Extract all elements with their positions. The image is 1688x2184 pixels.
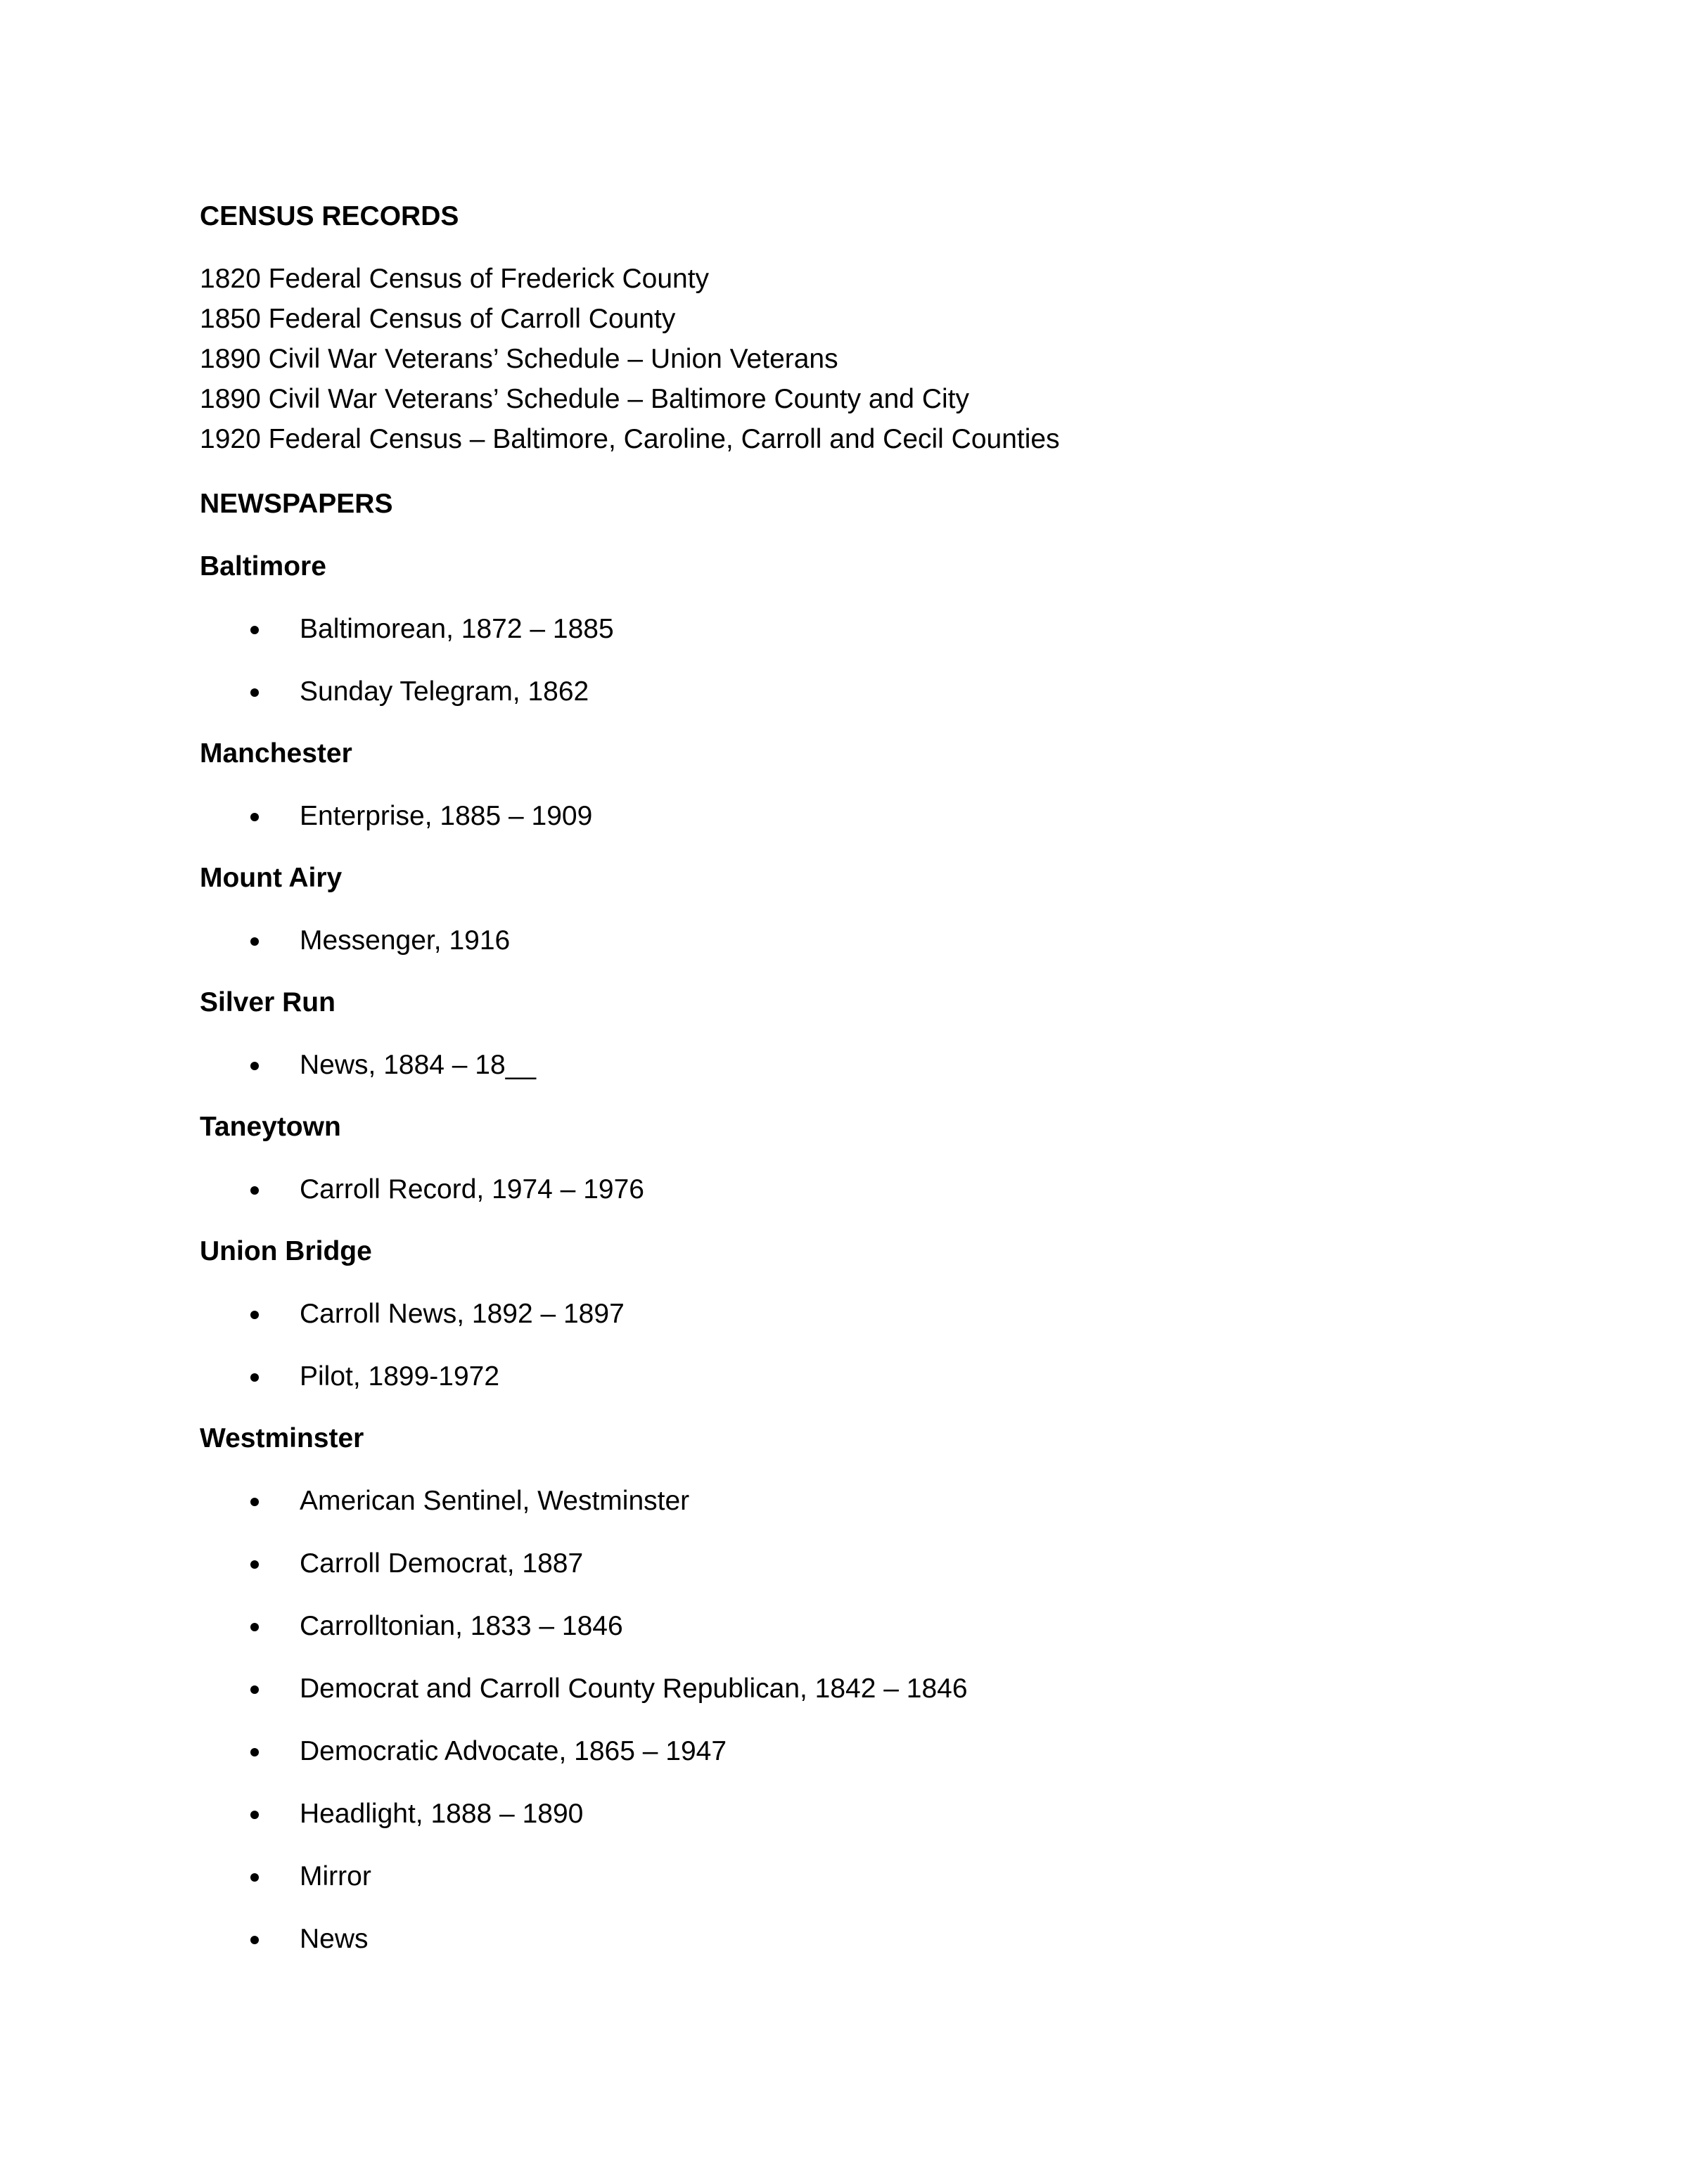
newspaper-list: [200, 1173, 1488, 1207]
bullet-icon: [250, 1560, 259, 1569]
newspaper-item: [200, 612, 1488, 646]
town-section-baltimore: [200, 550, 1488, 709]
newspaper-list: [200, 1484, 1488, 1956]
census-record-item: 1850 Federal Census of Carroll County: [200, 304, 676, 334]
newspaper-label: Carroll Record, 1974 – 1976: [300, 1174, 644, 1205]
census-record-item: 1890 Civil War Veterans’ Schedule – Baltimore County and City: [200, 384, 969, 414]
bullet-icon: [250, 1623, 259, 1631]
newspaper-item: [200, 1360, 1488, 1394]
town-name: Baltimore: [200, 551, 326, 582]
census-record-item: 1890 Civil War Veterans’ Schedule – Union Veterans: [200, 344, 838, 374]
newspaper-label: Democrat and Carroll County Republican, 1842 – 1846: [300, 1674, 968, 1704]
bullet-icon: [250, 813, 259, 821]
census-records-list: [200, 259, 1488, 459]
town-section-silver-run: [200, 986, 1488, 1082]
bullet-icon: [250, 1311, 259, 1319]
newspaper-item: [200, 1860, 1488, 1894]
bullet-icon: [250, 1373, 259, 1382]
newspaper-item: [200, 675, 1488, 709]
census-records-heading: CENSUS RECORDS: [200, 201, 459, 231]
bullet-icon: [250, 1685, 259, 1694]
newspaper-item: [200, 1484, 1488, 1518]
bullet-icon: [250, 1498, 259, 1506]
newspaper-label: Pilot, 1899-1972: [300, 1361, 500, 1392]
bullet-icon: [250, 688, 259, 697]
newspaper-item: [200, 1672, 1488, 1706]
newspaper-list: [200, 924, 1488, 958]
bullet-icon: [250, 1186, 259, 1195]
town-name: Mount Airy: [200, 863, 343, 893]
bullet-icon: [250, 937, 259, 946]
newspaper-item: [200, 1797, 1488, 1831]
newspaper-label: News, 1884 – 18__: [300, 1050, 537, 1080]
town-name: Taneytown: [200, 1112, 341, 1142]
newspaper-label: Headlight, 1888 – 1890: [300, 1799, 584, 1829]
bullet-icon: [250, 1873, 259, 1882]
document-page: [200, 200, 1488, 1984]
newspaper-label: Carrolltonian, 1833 – 1846: [300, 1611, 623, 1641]
newspaper-label: Messenger, 1916: [300, 925, 511, 956]
newspaper-list: [200, 799, 1488, 833]
newspaper-item: [200, 1735, 1488, 1768]
town-name: Westminster: [200, 1423, 364, 1453]
bullet-icon: [250, 1062, 259, 1070]
newspaper-item: [200, 799, 1488, 833]
census-record-item: 1820 Federal Census of Frederick County: [200, 264, 710, 294]
bullet-icon: [250, 626, 259, 634]
newspaper-list: [200, 1297, 1488, 1394]
town-name: Union Bridge: [200, 1236, 372, 1266]
newspaper-label: Carroll News, 1892 – 1897: [300, 1299, 625, 1329]
town-section-union-bridge: [200, 1235, 1488, 1394]
newspaper-list: [200, 612, 1488, 709]
town-section-mount-airy: [200, 861, 1488, 958]
newspaper-item: [200, 1922, 1488, 1956]
town-name: Manchester: [200, 738, 352, 769]
newspaper-label: Democratic Advocate, 1865 – 1947: [300, 1736, 727, 1766]
town-section-westminster: [200, 1422, 1488, 1956]
newspaper-item: [200, 1547, 1488, 1581]
newspaper-list: [200, 1048, 1488, 1082]
newspaper-label: Carroll Democrat, 1887: [300, 1548, 584, 1579]
newspaper-label: News: [300, 1924, 369, 1954]
newspaper-item: [200, 1048, 1488, 1082]
bullet-icon: [250, 1748, 259, 1756]
town-name: Silver Run: [200, 987, 335, 1017]
town-section-manchester: [200, 737, 1488, 833]
census-record-item: 1920 Federal Census – Baltimore, Caroline, Carroll and Cecil Counties: [200, 424, 1060, 454]
newspaper-label: Baltimorean, 1872 – 1885: [300, 614, 614, 644]
newspaper-item: [200, 1610, 1488, 1643]
newspapers-heading: NEWSPAPERS: [200, 489, 393, 519]
newspaper-label: Enterprise, 1885 – 1909: [300, 801, 593, 831]
bullet-icon: [250, 1811, 259, 1819]
bullet-icon: [250, 1936, 259, 1944]
newspaper-item: [200, 1173, 1488, 1207]
newspaper-item: [200, 1297, 1488, 1331]
town-section-taneytown: [200, 1110, 1488, 1207]
newspaper-label: Sunday Telegram, 1862: [300, 676, 589, 707]
newspaper-label: American Sentinel, Westminster: [300, 1486, 690, 1516]
newspaper-label: Mirror: [300, 1861, 371, 1891]
newspaper-item: [200, 924, 1488, 958]
